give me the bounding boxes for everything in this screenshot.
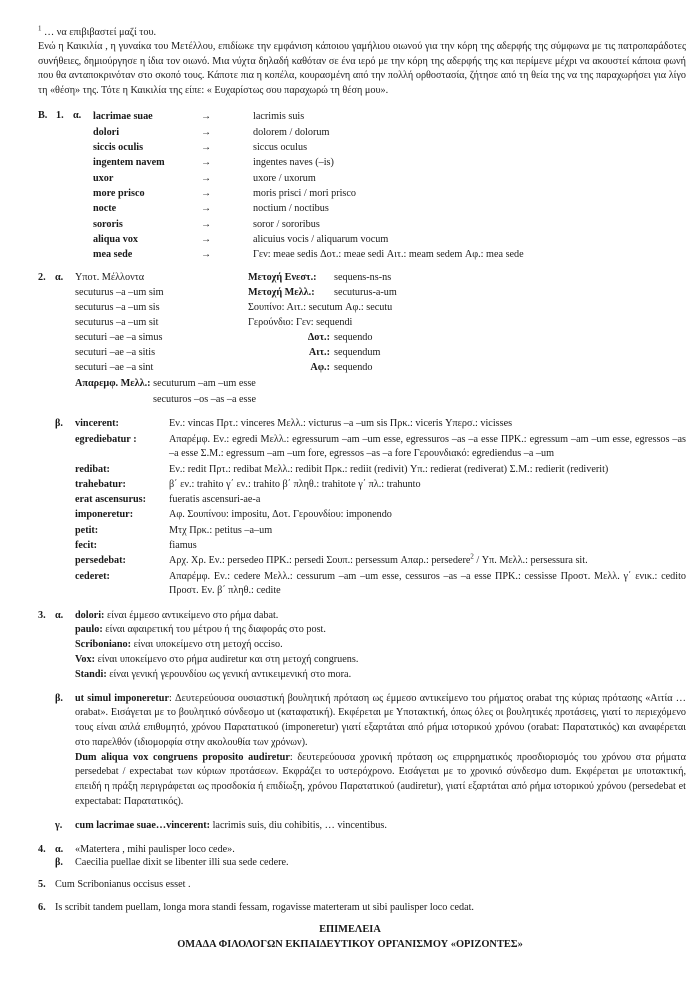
vocab-target: lacrimis suis <box>253 111 305 123</box>
vocab-row <box>93 140 686 155</box>
verb-forms: Εν.: redit Πρτ.: redibat Μελλ.: redibit Πρκ.: rediit (redivit) Υπ.: redierat (rediverat) Σ.Μ.: redierit (rediverit) <box>169 463 609 475</box>
future-infinitive-continuation <box>75 393 686 408</box>
gerund-accusative-value: sequendum <box>334 347 381 359</box>
syntax-note-text: είναι έμμεσο αντικείμενο στο ρήμα dabat. <box>106 609 279 621</box>
vocab-term: nocte <box>93 203 117 215</box>
section-2-alpha-b: β. <box>55 418 63 430</box>
verb-forms: fueratis ascensuri-ae-a <box>169 494 261 506</box>
section-3-item-c <box>38 819 686 834</box>
footnote-line <box>38 26 686 40</box>
vocab-row <box>93 217 686 232</box>
paradigm-form: secuturi –ae –a sint <box>75 362 154 374</box>
verb-entry <box>75 478 686 493</box>
vocab-term: more prisco <box>93 187 145 199</box>
vocab-target: siccus oculus <box>253 142 308 154</box>
section-4-text-a: «Matertera , mihi paulisper loco cede». <box>75 843 235 855</box>
footer-line-2: ΟΜΑΔΑ ΦΙΛΟΛΟΓΩΝ ΕΚΠΑΙΔΕΥΤΙΚΟΥ ΟΡΓΑΝΙΣΜΟΥ «ΟΡΙΖΟΝΤΕΣ» <box>177 938 523 950</box>
vocab-row <box>93 109 686 124</box>
vocab-term: mea sede <box>93 249 133 261</box>
vocab-row <box>93 171 686 186</box>
clause-term: Dum aliqua vox congruens proposito audiretur <box>75 751 290 763</box>
vocab-row <box>93 232 686 247</box>
vocab-target: ingentes naves (–is) <box>253 157 334 169</box>
section-3-alpha-c: γ. <box>55 819 63 831</box>
gerund-dative-label: Δοτ.: <box>307 332 330 344</box>
section-6-number: 6. <box>38 901 46 913</box>
section-6 <box>38 901 686 914</box>
syntax-note-term: dolori: <box>75 609 105 621</box>
clause-analysis-cum <box>75 819 686 834</box>
footnote-marker-icon: 2 <box>470 553 474 561</box>
arrow-icon: → <box>201 126 212 138</box>
paradigm-form: secuturus –a –um sis <box>75 302 160 314</box>
clause-analysis-dum <box>75 751 686 810</box>
gerund-genitive-value: sequendi <box>316 317 353 329</box>
verb-lemma: petit: <box>75 524 99 536</box>
gerund-accusative-row <box>248 346 686 361</box>
arrow-icon: → <box>201 233 212 245</box>
item-1-number: 1. <box>56 110 64 122</box>
verb-entry <box>75 570 686 600</box>
verb-lemma: vincerent: <box>75 418 119 430</box>
syntax-note <box>75 623 686 638</box>
gerund-ablative-label: Αφ.: <box>310 362 330 374</box>
clause-term: ut simul imponeretur <box>75 692 169 704</box>
verb-forms: Απαρέμφ. Εν.: cedere Μελλ.: cessurum –am –um esse, cessuros –as –a esse ΠΡΚ.: cessisse Προστ. Μελλ. γ΄ ενικ.: cedito Προστ. Εν. β΄ πληθ.: cedite <box>169 570 686 597</box>
future-infinitive-row <box>75 377 686 392</box>
participle-present-value: sequens-ns-ns <box>334 272 392 284</box>
gerund-dative-value: sequendo <box>334 332 373 344</box>
verb-forms <box>169 554 686 569</box>
syntax-note <box>75 638 686 653</box>
verb-entry <box>75 554 686 569</box>
arrow-icon: → <box>201 218 212 230</box>
vocab-target: noctium / noctibus <box>253 203 329 215</box>
section-6-text: Is scribit tandem puellam, longa mora standi fessam, rogavisse materteram ut sibi paulisper loco cedat. <box>55 901 474 913</box>
verb-entry <box>75 417 686 432</box>
syntax-note-text: είναι υποκείμενο στη μετοχή occiso. <box>133 639 283 651</box>
section-4-alpha-a: α. <box>55 843 64 855</box>
syntax-note-text: είναι αφαιρετική του μέτρου ή της διαφοράς στο post. <box>105 624 326 636</box>
section-3-alpha-a: α. <box>55 609 64 621</box>
verb-forms-post: / Υπ. Μελλ.: persessura sit. <box>473 555 588 567</box>
vocab-term: aliqua vox <box>93 233 139 245</box>
participle-future-row <box>248 286 686 301</box>
arrow-icon: → <box>201 249 212 261</box>
paradigm-left-column <box>75 271 248 376</box>
vocab-term: sororis <box>93 218 123 230</box>
footer-line-1: ΕΠΙΜΕΛΕΙΑ <box>319 923 381 935</box>
clause-text: : Δευτερεύουσα ουσιαστική βουλητική πρόταση ως έμμεσο αντικείμενο του ρήματος orabat της κύριας πρότασης «Αιτία … orabat». Εισάγεται με το βουλητικό σύνδεσμο ut (καταφατική). Εκφέρεται με Υποτακτική, όπως όλες οι βουλητικές προτάσεις, γιατί το περιεχόμενο τους είναι απλά επιθυμητό, χρόνου Παρατατικού (imponeretur) γιατί εξαρτάται από ρήμα ιστορικού χρόνου (orabat: Παρατατικός) και αναφέρεται στο παρελθόν (ιδιομορφία στην ακολουθία των χρόνων). <box>75 692 686 748</box>
vocab-row <box>93 125 686 140</box>
verb-analysis-list <box>75 417 686 599</box>
clause-text: lacrimis suis, diu cohibitis, … vincentibus. <box>210 819 387 831</box>
section-3-item-a <box>38 609 686 683</box>
participle-future-label: Μετοχή Μελλ.: <box>248 287 315 299</box>
vocab-term: uxor <box>93 172 114 184</box>
section-3-number: 3. <box>38 609 46 621</box>
verb-forms-pre: Αρχ. Χρ. Εν.: persedeo ΠΡΚ.: persedi Σουπ.: persessum Απαρ.: persedere <box>169 555 471 567</box>
vocab-target: dolorem / dolorum <box>253 126 330 138</box>
section-2-item-b <box>38 417 686 599</box>
section-2-item-a <box>38 271 686 408</box>
arrow-icon: → <box>201 172 212 184</box>
participle-present-label: Μετοχή Ενεστ.: <box>248 272 317 284</box>
vocab-term: dolori <box>93 126 120 138</box>
syntax-note <box>75 653 686 668</box>
verb-lemma: trahebatur: <box>75 478 126 490</box>
intro-paragraph <box>38 26 686 98</box>
vocab-row <box>93 201 686 216</box>
gerund-ablative-value: sequendo <box>334 362 373 374</box>
paradigm-form: secuturus –a –um sim <box>75 287 164 299</box>
verb-lemma: imponeretur: <box>75 509 134 521</box>
paradigm-right-column <box>248 271 686 376</box>
section-b-label: B. <box>38 110 48 122</box>
syntax-notes-list <box>75 609 686 683</box>
footnote-text: … να επιβιβαστεί μαζί του. <box>44 27 157 38</box>
verb-forms: Αφ. Σουπίνου: impositu, Δοτ. Γερουνδίου: imponendo <box>169 509 392 521</box>
section-4-alpha-b: β. <box>55 857 63 869</box>
footnote-marker-icon: 1 <box>38 25 42 33</box>
verb-lemma: erat ascensurus: <box>75 494 147 506</box>
vocab-target: alicuius vocis / aliquarum vocum <box>253 233 389 245</box>
section-3-item-b <box>38 692 686 810</box>
vocab-row <box>93 247 686 262</box>
arrow-icon: → <box>201 157 212 169</box>
section-5 <box>38 878 686 891</box>
section-4-number: 4. <box>38 843 46 855</box>
verb-forms: fiamus <box>169 540 197 551</box>
intro-body: Ενώ η Καικιλία , η γυναίκα του Μετέλλου, επιδίωκε την εμφάνιση κάποιου γαμήλιου οιωνού για την κόρη της αδερφής της σύμφωνα με τις πατροπαράδοτες συνήθειες, δημιούργησε η ίδια τον οιωνό. Μια νύχτα δηλαδή καθόταν σε ένα ιερό με την κόρη της αδερφής της και περίμενε μέχρι να ακουστεί κάποια φωνή που θα ανταποκρινόταν στο σκοπό τους. Κάποτε πια η κοπέλα, κουρασμένη από την πολλή ορθοστασία, ζήτησε από τη θεία της να της παραχωρήσει για λίγο τη «θέση» της. Τότε η Καικιλία της είπε: « Ευχαρίστως σου παραχωρώ τη θέση μου». <box>38 41 686 96</box>
syntax-note <box>75 609 686 624</box>
section-5-number: 5. <box>38 879 46 891</box>
verb-forms: β΄ εν.: trahito γ΄ εν.: trahito β΄ πληθ.: trahitote γ΄ πλ.: trahunto <box>169 478 421 490</box>
verb-entry <box>75 508 686 523</box>
verb-entry <box>75 524 686 539</box>
verb-lemma: cederet: <box>75 570 110 582</box>
verb-entry <box>75 433 686 463</box>
vocab-term: siccis oculis <box>93 142 144 154</box>
section-2-number: 2. <box>38 272 46 284</box>
verb-lemma: persedebat: <box>75 555 126 567</box>
vocab-term: lacrimae suae <box>93 111 153 123</box>
vocab-term: ingentem navem <box>93 157 165 169</box>
paradigm-heading: Υποτ. Μέλλοντα <box>75 272 145 284</box>
section-2-alpha-a: α. <box>55 272 64 284</box>
participle-present-row <box>248 271 686 286</box>
verb-entry <box>75 539 686 554</box>
vocab-target: soror / sororibus <box>253 218 320 230</box>
gerund-dative-row <box>248 331 686 346</box>
vocab-target: uxore / uxorum <box>253 172 316 184</box>
paradigm-form: secuturi –ae –a simus <box>75 332 163 344</box>
clause-text: : δευτερεύουσα χρονική πρόταση ως επιρρηματικός προσδιορισμός του χρόνου στα ρήματα persedebat / expectabat των κύριων προτάσεων. Εκφράζει το υστερόχρονο. Εισάγεται με το χρονικό σύνδεσμο dum. Εκφέρεται με υποτακτική, επειδή η πράξη περιγράφεται ως προσδοκία ή επιδίωξη, χρόνου Παρατατικού (audiretur), γιατί εξαρτάται από ρήμα ιστορικού χρόνου (persedebat et expectabat: Παρατατικός). <box>75 751 686 807</box>
verb-entry <box>75 493 686 508</box>
gerund-ablative-row <box>248 361 686 376</box>
supine-label: Σουπίνο: <box>248 302 285 314</box>
future-infinitive-label: Απαρεμφ. Μελλ.: <box>75 378 151 390</box>
clause-analysis-ut <box>75 692 686 751</box>
vocab-row <box>93 186 686 201</box>
vocab-row <box>93 155 686 170</box>
future-infinitive-value-plural: secuturos –os –as –a esse <box>153 394 256 406</box>
syntax-note-term: Scriboniano: <box>75 639 132 651</box>
section-b-item-1 <box>38 109 686 262</box>
section-5-text: Cum Scribonianus occisus esset . <box>55 879 191 891</box>
gerund-accusative-label: Αιτ.: <box>308 347 330 359</box>
arrow-icon: → <box>201 187 212 199</box>
verb-forms: Μτχ Πρκ.: petitus –a–um <box>169 524 273 536</box>
verb-forms: Εν.: vincas Πρτ.: vinceres Μελλ.: victurus –a –um sis Πρκ.: viceris Υπερσ.: vicisses <box>169 418 513 430</box>
vocab-target: moris prisci / mori prisco <box>253 187 356 199</box>
supine-value: Αιτ.: secutum Αφ.: secutu <box>286 302 393 314</box>
arrow-icon: → <box>201 111 212 123</box>
gerund-genitive-row <box>248 316 686 331</box>
future-infinitive-value: secuturum –am –um esse <box>153 378 256 390</box>
arrow-icon: → <box>201 142 212 154</box>
supine-row <box>248 301 686 316</box>
syntax-note-term: Standi: <box>75 668 107 680</box>
section-4-text-b: Caecilia puellae dixit se libenter illi sua sede cedere. <box>75 857 289 869</box>
verb-forms: Απαρέμφ. Εν.: egredi Μελλ.: egressurum –am –um esse, egressuros –as –a esse ΠΡΚ.: egressum –am –um esse, egressos –as –a esse Σ.Μ.: egressum –am –um fore, egressos –as –a fore Γερουνδιακό: egrediendus –a –um <box>169 433 686 460</box>
vocabulary-list <box>93 109 686 262</box>
gerund-label: Γερούνδιο: Γεν: <box>248 317 314 329</box>
item-1-alpha: α. <box>73 110 82 122</box>
document-footer <box>0 922 700 952</box>
arrow-icon: → <box>201 203 212 215</box>
section-4 <box>38 843 686 870</box>
verb-lemma: redibat: <box>75 463 110 475</box>
syntax-note <box>75 668 686 683</box>
participle-future-value: secuturus-a-um <box>334 287 397 299</box>
paradigm-form: secuturi –ae –a sitis <box>75 347 156 359</box>
syntax-note-text: είναι γενική γερουνδίου ως γενική αντικειμενική στο mora. <box>109 668 352 680</box>
verb-lemma: fecit: <box>75 540 98 551</box>
clause-term: cum lacrimae suae…vincerent: <box>75 819 211 831</box>
verb-lemma: egrediebatur : <box>75 433 137 445</box>
syntax-note-term: paulo: <box>75 624 103 636</box>
syntax-note-text: είναι υποκείμενο στο ρήμα audiretur και στη μετοχή congruens. <box>97 653 359 665</box>
paradigm-form: secuturus –a –um sit <box>75 317 159 329</box>
verb-entry <box>75 463 686 478</box>
section-3-alpha-b: β. <box>55 692 63 704</box>
syntax-note-term: Vox: <box>75 653 96 665</box>
vocab-target: Γεν: meae sedis Δοτ.: meae sedi Αιτ.: meam sedem Αφ.: mea sede <box>253 249 524 261</box>
